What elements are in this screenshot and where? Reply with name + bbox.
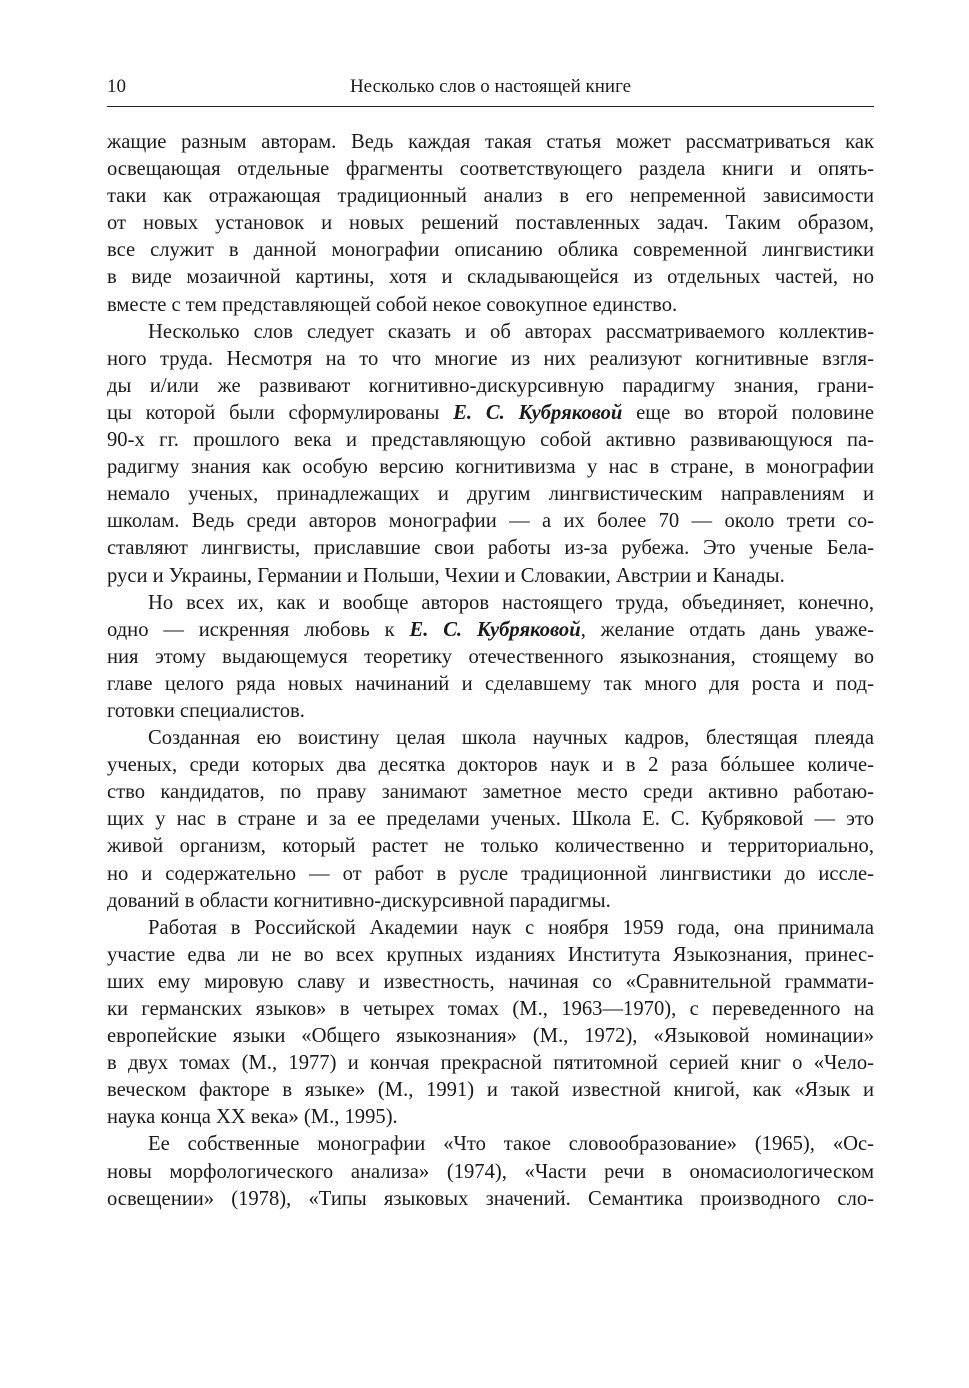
text-line: щих у нас в стране и за ее пределами ученых. Школа Е. С. Кубряковой — это bbox=[107, 808, 874, 831]
author-name-emphasis: Е. С. Кубряковой bbox=[409, 618, 581, 641]
text-line bbox=[107, 617, 874, 644]
text-segment: цы которой были сформулированы bbox=[107, 401, 454, 424]
text-line: ды и/или же развивают когнитивно-дискурсивную парадигму знания, грани- bbox=[107, 374, 874, 397]
text-line: таки как отражающая традиционный анализ в его непременной зависимости bbox=[107, 185, 874, 208]
text-line: Работая в Российской Академии наук с ноября 1959 года, она принимала bbox=[148, 916, 874, 939]
text-segment: , желание отдать дань уваже- bbox=[580, 618, 875, 641]
text-line: готовки специалистов. bbox=[107, 699, 305, 722]
text-line: новы морфологического анализа» (1974), «Части речи в ономасиологическом bbox=[107, 1160, 874, 1183]
page-number: 10 bbox=[107, 76, 126, 97]
text-line: школам. Ведь среди авторов монографии — а их более 70 — около трети со- bbox=[107, 510, 874, 533]
text-segment: еще во второй половине bbox=[622, 401, 874, 424]
text-line: ки германских языков» в четырех томах (М., 1963—1970), с переведенного на bbox=[107, 998, 874, 1020]
text-line: 90-х гг. прошлого века и представляющую собой активно развивающуюся па- bbox=[107, 429, 874, 452]
text-line: дований в области когнитивно-дискурсивной парадигмы. bbox=[107, 889, 611, 912]
text-line: освещающая отдельные фрагменты соответствующего раздела книги и опять- bbox=[107, 158, 874, 181]
text-line: вместе с тем представляющей собой некое совокупное единство. bbox=[107, 293, 678, 316]
text-segment: одно — искренняя любовь к bbox=[107, 618, 410, 641]
text-line: но и содержательно — от работ в русле традиционной лингвистики до иссле- bbox=[107, 862, 874, 885]
paragraph bbox=[107, 915, 874, 1132]
text-line: европейские языки «Общего языкознания» (М., 1972), «Языковой номинации» bbox=[107, 1025, 874, 1048]
text-line: Несколько слов следует сказать и об авторах рассматриваемого коллектив- bbox=[148, 320, 874, 343]
running-head bbox=[107, 72, 874, 102]
text-line: освещении» (1978), «Типы языковых значений. Семантика производного сло- bbox=[107, 1187, 874, 1210]
text-line: ученых, среди которых два десятка докторов наук и в 2 раза бóльшее количе- bbox=[107, 754, 874, 777]
text-line: Созданная ею воистину целая школа научных кадров, блестящая плеяда bbox=[148, 727, 874, 750]
text-line: главе целого ряда новых начинаний и сделавшему так много для роста и под- bbox=[107, 672, 874, 695]
header-rule bbox=[107, 106, 874, 107]
text-line: ния этому выдающемуся теоретику отечественного языкознания, стоящему во bbox=[107, 645, 874, 668]
paragraph bbox=[107, 590, 874, 725]
text-line: жащие разным авторам. Ведь каждая такая статья может рассматриваться как bbox=[107, 131, 874, 153]
paragraph bbox=[107, 725, 874, 915]
text-line: все служит в данной монографии описанию облика современной лингвистики bbox=[107, 239, 874, 262]
text-line: ство кандидатов, по праву занимают заметное место среди активно работаю- bbox=[107, 781, 874, 804]
body-text bbox=[107, 129, 874, 1213]
text-line: в виде мозаичной картины, хотя и складывающейся из отдельных частей, но bbox=[107, 266, 874, 289]
text-line: наука конца XX века» (М., 1995). bbox=[107, 1106, 398, 1129]
paragraph bbox=[107, 319, 874, 590]
paragraph bbox=[107, 129, 874, 319]
text-line: веческом факторе в языке» (М., 1991) и такой известной книгой, как «Язык и bbox=[107, 1079, 874, 1102]
text-line: руси и Украины, Германии и Польши, Чехии и Словакии, Австрии и Канады. bbox=[107, 564, 785, 587]
text-line: ших ему мировую славу и известность, начиная со «Сравнительной граммати- bbox=[107, 970, 874, 993]
text-line: Ее собственные монографии «Что такое словообразование» (1965), «Ос- bbox=[148, 1133, 874, 1156]
text-line: в двух томах (М., 1977) и кончая прекрасной пятитомной серией книг о «Чело- bbox=[107, 1052, 874, 1075]
text-line: живой организм, который растет не только количественно и территориально, bbox=[107, 835, 874, 858]
text-line: ного труда. Несмотря на то что многие из них реализуют когнитивные взгля- bbox=[107, 347, 874, 370]
text-line: радигму знания как особую версию когнитивизма у нас в стране, в монографии bbox=[107, 456, 874, 479]
author-name-emphasis: Е. С. Кубряковой bbox=[453, 401, 623, 424]
text-line: ставляют лингвисты, приславшие свои работы из-за рубежа. Это ученые Бела- bbox=[107, 537, 874, 560]
text-line: участие едва ли не во всех крупных изданиях Института Языкознания, принес- bbox=[107, 943, 874, 966]
text-line: от новых установок и новых решений поставленных задач. Таким образом, bbox=[107, 212, 874, 235]
paragraph bbox=[107, 1131, 874, 1212]
text-line: немало ученых, принадлежащих и другим лингвистическим направлениям и bbox=[107, 483, 874, 506]
text-line: Но всех их, как и вообще авторов настоящего труда, объединяет, конечно, bbox=[148, 591, 874, 614]
running-title: Несколько слов о настоящей книге bbox=[349, 76, 632, 97]
text-line bbox=[107, 400, 874, 427]
